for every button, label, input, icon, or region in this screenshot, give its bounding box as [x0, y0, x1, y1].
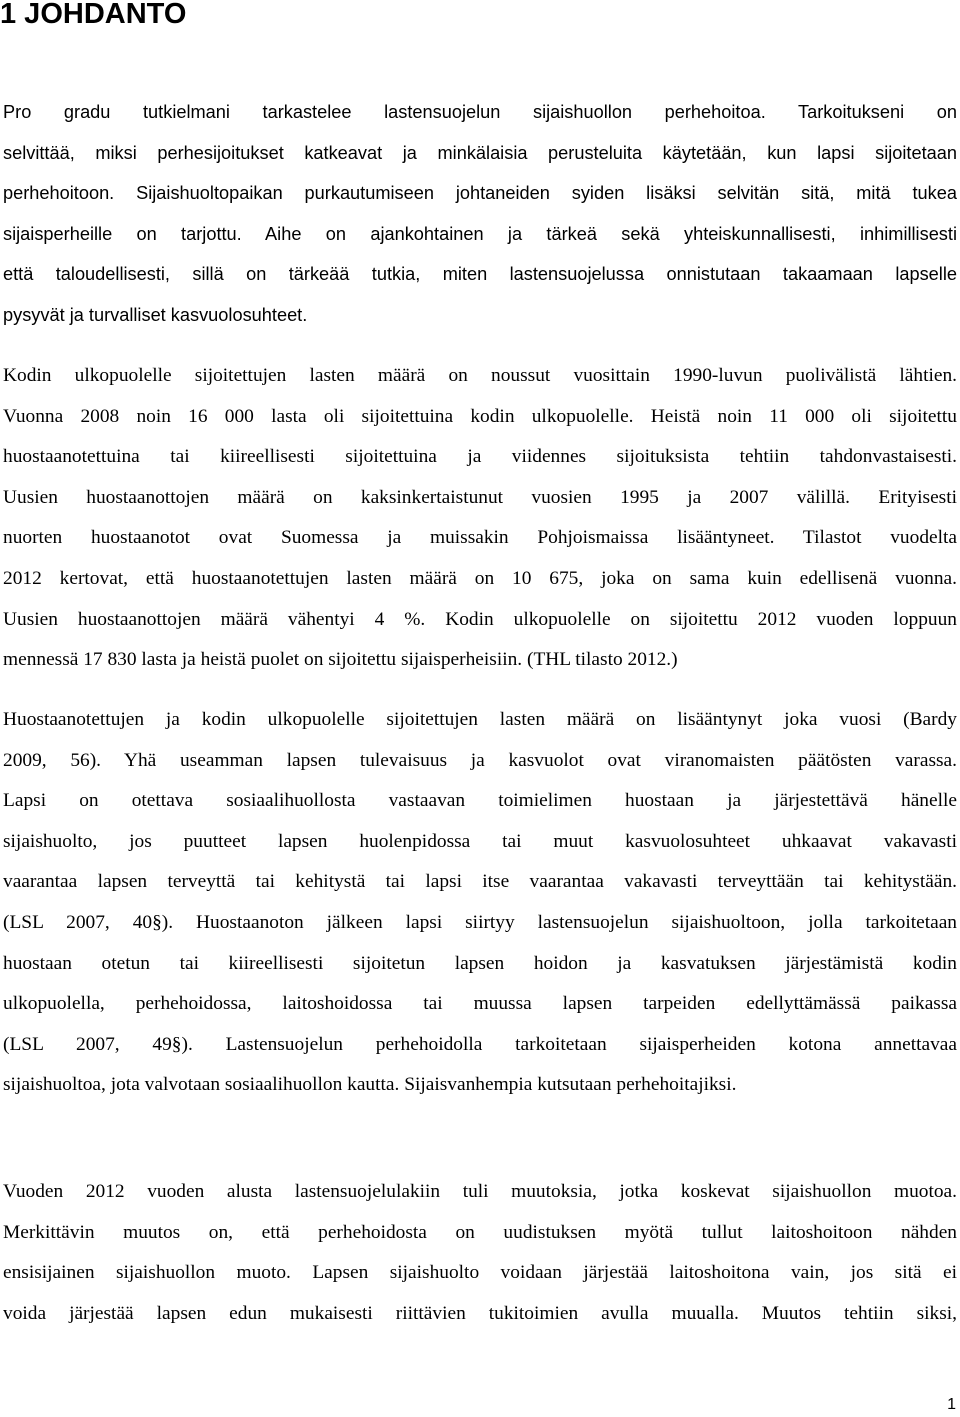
text-line: Uusien huostaanottojen määrä on kaksinkertaistunut vuosien 1995 ja 2007 välillä. Erityisesti — [3, 486, 957, 508]
text-line: vaarantaa lapsen terveyttä tai kehitystä tai lapsi itse vaarantaa vakavasti terveyttään tai kehitystään. — [3, 871, 957, 893]
text-line: että taloudellisesti, sillä on tärkeää tutkia, miten lastensuojelussa onnistutaan takaamaan lapselle — [3, 264, 957, 285]
text-line: Huostaanotettujen ja kodin ulkopuolelle sijoitettujen lasten määrä on lisääntynyt joka vuosi (Bardy — [3, 709, 957, 730]
text-line: Vuoden 2012 vuoden alusta lastensuojelulakiin tuli muutoksia, jotka koskevat sijaishuollon muotoa. — [3, 1181, 957, 1202]
text-line: selvittää, miksi perhesijoitukset katkeavat ja minkälaisia perusteluita käytetään, kun lapsi sijoitetaan — [3, 142, 957, 163]
text-line: (LSL 2007, 49§). Lastensuojelun perhehoidolla tarkoitetaan sijaisperheiden kotona annettavaa — [3, 1033, 957, 1055]
text-line: Vuonna 2008 noin 16 000 lasta oli sijoitettuina kodin ulkopuolelle. Heistä noin 11 000 oli sijoitettu — [3, 405, 957, 427]
text-line: Merkittävin muutos on, että perhehoidosta on uudistuksen myötä tullut laitoshoitoon nähden — [3, 1221, 957, 1243]
text-line: nuorten huostaanotot ovat Suomessa ja muissakin Pohjoismaissa lisääntyneet. Tilastot vuodelta — [3, 527, 957, 549]
text-line: (LSL 2007, 40§). Huostaanoton jälkeen lapsi siirtyy lastensuojelun sijaishuoltoon, jolla tarkoitetaan — [3, 911, 957, 933]
text-line: sijaishuoltoa, jota valvotaan sosiaalihuollon kautta. Sijaisvanhempia kutsutaan perhehoitajiksi. — [3, 1074, 737, 1096]
text-line: Pro gradu tutkielmani tarkastelee lastensuojelun sijaishuollon perhehoitoa. Tarkoitukseni on — [3, 102, 957, 122]
text-line: pysyvät ja turvalliset kasvuolosuhteet. — [3, 304, 308, 325]
paragraph-intro — [3, 92, 957, 336]
text-line: sijaisperheille on tarjottu. Aihe on ajankohtainen ja tärkeä sekä yhteiskunnallisesti, inhimillisesti — [3, 223, 957, 244]
chapter-heading: 1 JOHDANTO — [0, 0, 187, 30]
text-line: huostaanotettuina tai kiireellisesti sijoitettuina ja viidennes sijoituksista tehtiin tahdonvastaisesti. — [3, 446, 957, 468]
paragraph-custody — [3, 700, 957, 1106]
text-line: ulkopuolella, perhehoidossa, laitoshoidossa tai muussa lapsen tarpeiden edellyttämässä paikassa — [3, 993, 957, 1015]
text-line: Lapsi on otettava sosiaalihuollosta vastaavan toimielimen huostaan ja järjestettävä hänelle — [3, 790, 957, 812]
text-line: 2012 kertovat, että huostaanotettujen lasten määrä on 10 675, joka on sama kuin edellisenä vuonna. — [3, 567, 957, 589]
text-line: huostaan otetun tai kiireellisesti sijoitetun lapsen hoidon ja kasvatuksen järjestämistä kodin — [3, 952, 957, 974]
text-line: Uusien huostaanottojen määrä vähentyi 4 %. Kodin ulkopuolelle on sijoitettu 2012 vuoden loppuun — [3, 608, 957, 630]
text-line: Kodin ulkopuolelle sijoitettujen lasten määrä on noussut vuosittain 1990-luvun puolivälistä lähtien. — [3, 365, 957, 386]
page-number: 1 — [947, 1396, 956, 1413]
text-line: perhehoitoon. Sijaishuoltopaikan purkautumiseen johtaneiden syiden lisäksi selvitän sitä, mitä tukea — [3, 183, 957, 204]
paragraph-statistics — [3, 356, 957, 681]
paragraph-law-change — [3, 1172, 957, 1334]
text-line: mennessä 17 830 lasta ja heistä puolet on sijoitettu sijaisperheisiin. (THL tilasto 2012.) — [3, 649, 678, 671]
text-line: ensisijainen sijaishuollon muoto. Lapsen sijaishuolto voidaan järjestää laitoshoitona vain, jos sitä ei — [3, 1262, 957, 1284]
text-line: voida järjestää lapsen edun mukaisesti riittävien tukitoimien avulla muualla. Muutos tehtiin siksi, — [3, 1302, 957, 1324]
text-line: 2009, 56). Yhä useamman lapsen tulevaisuus ja kasvuolot ovat viranomaisten päätösten varassa. — [3, 749, 957, 771]
text-line: sijaishuolto, jos puutteet lapsen huolenpidossa tai muut kasvuolosuhteet uhkaavat vakavasti — [3, 830, 957, 852]
